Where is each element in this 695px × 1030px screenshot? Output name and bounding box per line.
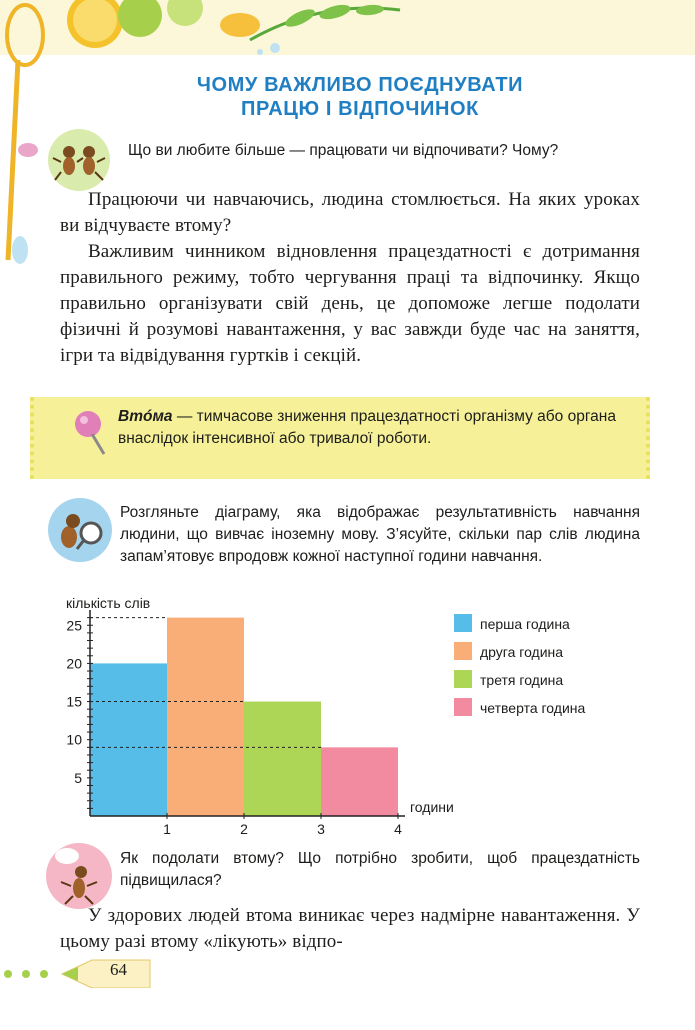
chart-y-label: кількість слів — [66, 595, 151, 611]
pushpin-icon — [70, 408, 110, 458]
bar-hour-3 — [244, 702, 321, 816]
page-number: 64 — [110, 960, 127, 979]
y-tick-label: 25 — [66, 617, 82, 634]
x-tick-label: 3 — [317, 821, 325, 837]
legend-label: друга година — [480, 644, 564, 660]
legend-swatch — [454, 670, 472, 688]
page-title-line2: ПРАЦЮ І ВІДПОЧИНОК — [241, 98, 479, 120]
legend-swatch — [454, 698, 472, 716]
legend-swatch — [454, 642, 472, 660]
y-tick-label: 10 — [66, 731, 82, 748]
page-title-line1: ЧОМУ ВАЖЛИВО ПОЄДНУВАТИ — [196, 74, 524, 96]
question-1: Що ви любите більше — працювати чи відпочивати? Чому? — [128, 142, 559, 159]
legend-swatch — [454, 614, 472, 632]
y-tick-label: 15 — [66, 693, 82, 710]
chart-x-label: години — [410, 799, 454, 815]
bar-hour-1 — [90, 663, 167, 816]
bar-hour-2 — [167, 618, 244, 816]
paragraph-2: Важливим чинником відновлення працездатності є дотримання правильного режиму, тобто чергування праці та відпочинку. Якщо правильно організувати свій день, це допоможе легше подолати фізичні й розумові навантаження, у вас завжди буде час на заняття, ігри та відвідування гуртків і секцій. — [60, 241, 640, 366]
top-decoration — [0, 0, 695, 70]
ants-icon — [47, 128, 111, 192]
x-tick-label: 4 — [394, 821, 402, 837]
thinking-ant-icon — [45, 842, 113, 910]
y-tick-label: 5 — [74, 769, 82, 786]
definition-text — [118, 406, 638, 450]
word-count-chart — [50, 590, 630, 850]
legend-label: четверта година — [480, 700, 586, 716]
legend-label: третя година — [480, 672, 564, 688]
ant-magnifier-icon — [47, 497, 113, 563]
paragraph-1: Працюючи чи навчаючись, людина стомлюється. На яких уроках ви відчуваєте втому? — [60, 189, 640, 236]
task-text: Розгляньте діаграму, яка відображає результативність навчання людини, що вивчає іноземну мову. З’ясуйте, скільки пар слів людина запам’ятовує впродовж кожної наступної години навчання. — [120, 504, 640, 565]
y-tick-label: 20 — [66, 655, 82, 672]
x-tick-label: 1 — [163, 821, 171, 837]
legend-label: перша година — [480, 616, 570, 632]
bar-hour-4 — [321, 747, 398, 816]
left-decoration — [0, 60, 40, 300]
pencil-footer-decoration — [0, 958, 160, 988]
paragraph-3: У здорових людей втома виникає через надмірне навантаження. У цьому разі втому «лікують» відпо- — [60, 905, 640, 952]
butterfly-icon — [220, 13, 260, 37]
x-tick-label: 2 — [240, 821, 248, 837]
definition-body: — тимчасове зниження працездатності організму або органа внаслідок інтенсивної або тривалої роботи. — [118, 408, 616, 447]
question-2: Як подолати втому? Що потрібно зробити, щоб працездатність підвищилася? — [120, 850, 640, 889]
definition-term: Втóма — [118, 408, 173, 425]
